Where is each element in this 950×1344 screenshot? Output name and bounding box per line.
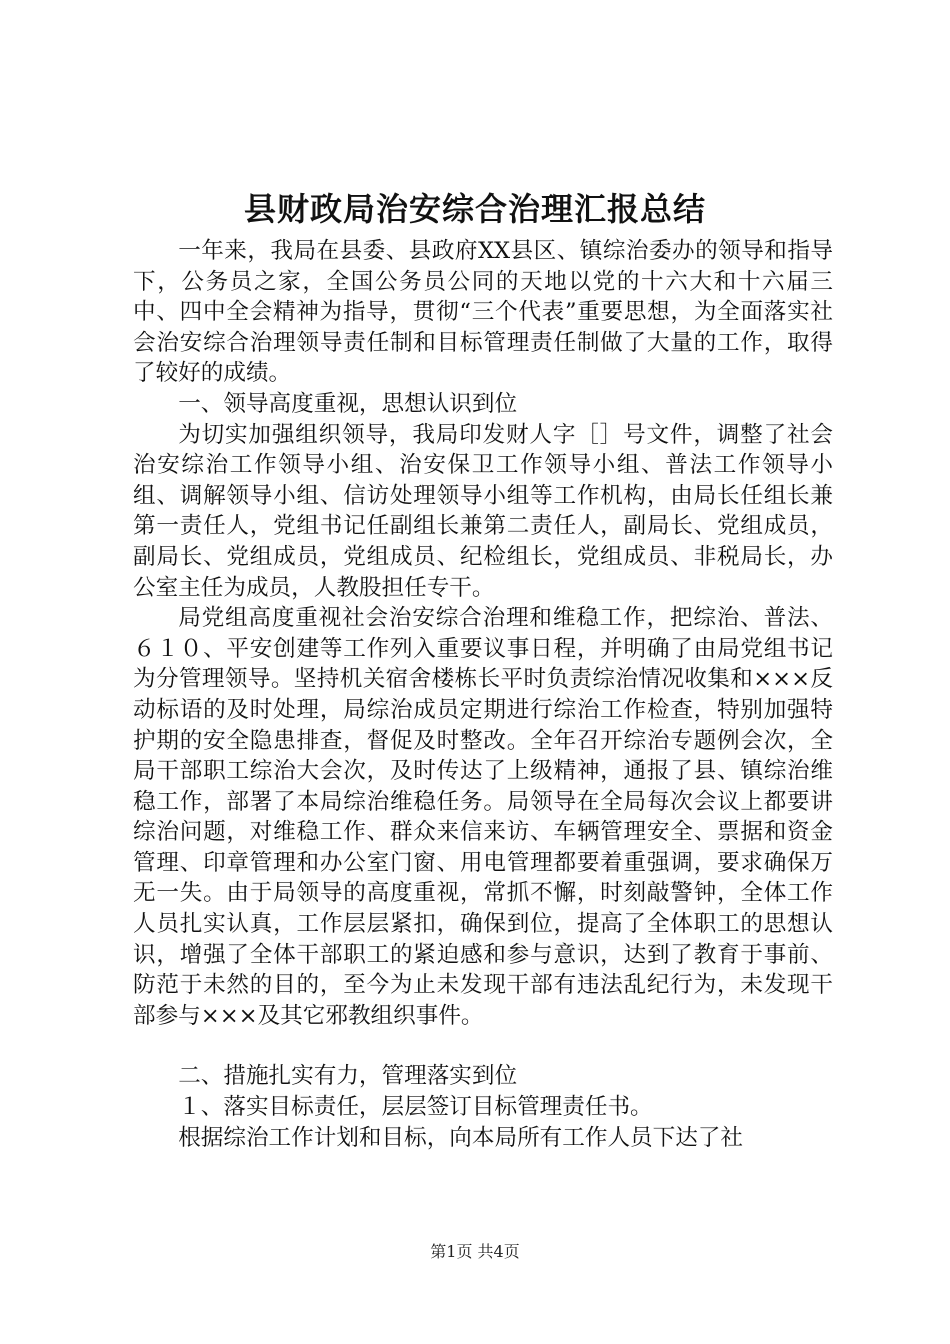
body-paragraph: 为切实加强组织领导，我局印发财人字［］号文件，调整了社会治安综治工作领导小组、治安保卫工作领导小组、普法工作领导小组、调解领导小组、信访处理领导小组等工作机构，由局长任组长兼第一责任人，党组书记任副组长兼第二责任人，副局长、党组成员，副局长、党组成员，党组成员、纪检组长，党组成员、非税局长，办公室主任为成员，人教股担任专干。: [133, 421, 833, 601]
intro-paragraph: 一年来，我局在县委、县政府XX县区、镇综治委办的领导和指导下，公务员之家，全国公务员公同的天地以党的十六大和十六届三中、四中全会精神为指导，贯彻“三个代表”重要思想，为全面落实社会治安综合治理领导责任制和目标管理责任制做了大量的工作，取得了较好的成绩。: [133, 238, 833, 387]
section-heading-1: 一、领导高度重视，思想认识到位: [178, 390, 518, 417]
document-title: 县财政局治安综合治理汇报总结: [243, 190, 706, 228]
body-paragraph: 根据综治工作计划和目标，向本局所有工作人员下达了社: [178, 1124, 744, 1151]
sub-heading-1: １、落实目标责任，层层签订目标管理责任书。: [178, 1094, 653, 1121]
body-paragraph: 局党组高度重视社会治安综合治理和维稳工作，把综治、普法、６１０、平安创建等工作列入重要议事日程，并明确了由局党组书记为分管理领导。坚持机关宿舍楼栋长平时负责综治情况收集和×××反动标语的及时处理，局综治成员定期进行综治工作检查，特别加强特护期的安全隐患排查，督促及时整改。全年召开综治专题例会次，全局干部职工综治大会次，及时传达了上级精神，通报了县、镇综治维稳工作，部署了本局综治维稳任务。局领导在全局每次会议上都要讲综治问题，对维稳工作、群众来信来访、车辆管理安全、票据和资金管理、印章管理和办公室门窗、用电管理都要着重强调，要求确保万无一失。由于局领导的高度重视，常抓不懈，时刻敲警钟，全体工作人员扎实认真，工作层层紧扣，确保到位，提高了全体职工的思想认识，增强了全体干部职工的紧迫感和参与意识，达到了教育于事前、防范于未然的目的，至今为止未发现干部有违法乱纪行为，未发现干部参与×××及其它邪教组织事件。: [133, 605, 833, 1029]
document-body: [133, 236, 833, 1153]
section-heading-2: 二、措施扎实有力，管理落实到位: [178, 1063, 518, 1090]
page-number-footer: 第1页 共4页: [430, 1242, 520, 1261]
